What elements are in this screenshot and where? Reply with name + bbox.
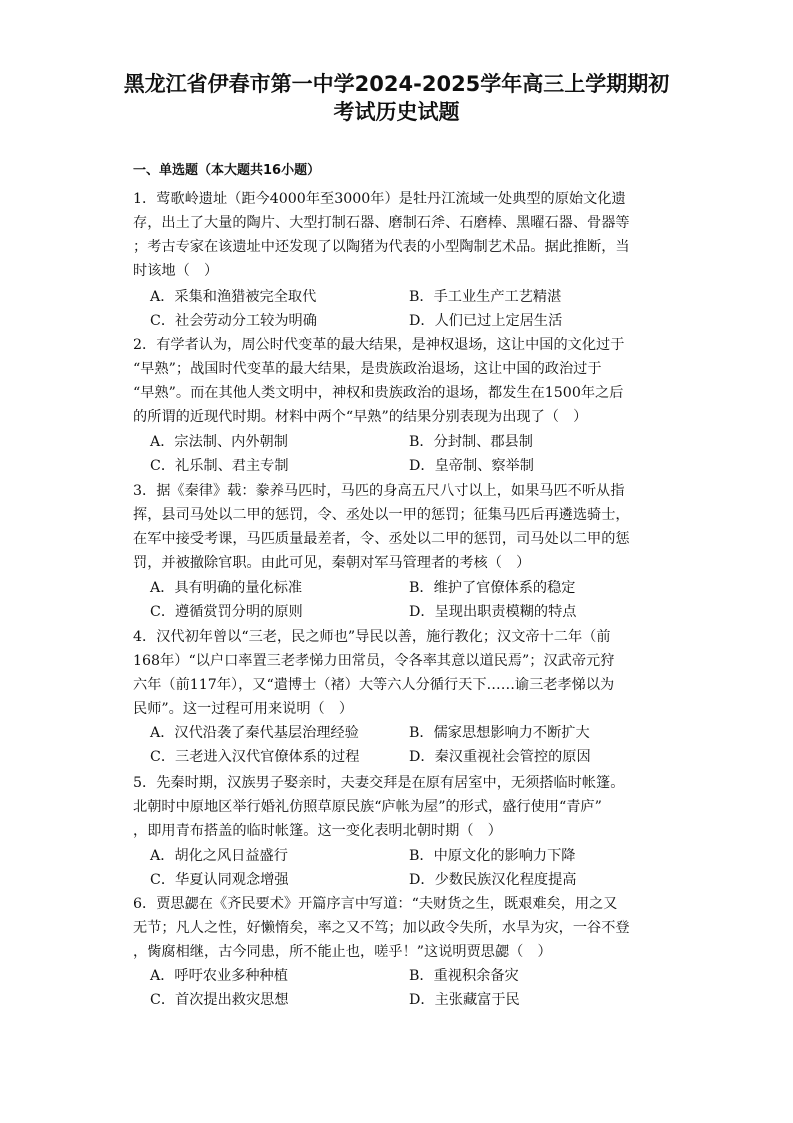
question-3-line-1: 3．据《秦律》载：豢养马匹时，马匹的身高五尺八寸以上，如果马匹不听从指 [133, 483, 625, 499]
exam-title-line-1: 黑龙江省伊春市第一中学2024-2025学年高三上学期期初 [123, 72, 670, 96]
question-1-option-c: C．社会劳动分工较为明确 [150, 313, 317, 329]
question-6-option-d: D．主张藏富于民 [409, 992, 520, 1008]
question-3-option-c: C．遵循赏罚分明的原则 [150, 604, 303, 620]
question-3-option-b: B．维护了官僚体系的稳定 [409, 580, 576, 596]
question-3-line-3: 在军中接受考课，马匹质量最差者，令、丞处以二甲的惩罚，司马处以二甲的惩 [133, 531, 630, 547]
question-3-option-a: A．具有明确的量化标准 [150, 580, 303, 596]
question-3-line-2: 挥，县司马处以二甲的惩罚，令、丞处以一甲的惩罚；征集马匹后再遴选骑士， [133, 507, 630, 523]
question-4-option-b: B．儒家思想影响力不断扩大 [409, 725, 590, 741]
question-5-option-c: C．华夏认同观念增强 [150, 872, 289, 888]
question-1-line-4: 时该地（ ） [133, 263, 219, 279]
question-1-line-3: ；考古专家在该遗址中还发现了以陶猪为代表的小型陶制艺术品。据此推断，当 [133, 239, 630, 255]
question-3-option-d: D．呈现出职责模糊的特点 [409, 604, 577, 620]
question-1-option-d: D．人们已过上定居生活 [409, 313, 563, 329]
question-4-option-c: C．三老进入汉代官僚体系的过程 [150, 749, 360, 765]
question-4-line-1: 4．汉代初年曾以“三老，民之师也”导民以善，施行教化；汉文帝十二年（前 [133, 629, 611, 645]
question-5-option-b: B．中原文化的影响力下降 [409, 848, 576, 864]
question-5-line-3: ，即用青布搭盖的临时帐篷。这一变化表明北朝时期（ ） [133, 823, 502, 839]
question-2-line-3: “早熟”。而在其他人类文明中，神权和贵族政治的退场，都发生在1500年之后 [133, 385, 624, 401]
question-1-line-2: 存，出土了大量的陶片、大型打制石器、磨制石斧、石磨棒、黑曜石器、骨器等 [133, 215, 630, 231]
question-2-option-b: B．分封制、郡县制 [409, 434, 533, 450]
question-3-line-4: 罚，并被撤除官职。由此可见，秦朝对军马管理者的考核（ ） [133, 555, 531, 571]
question-4-line-2: 168年）“以户口率置三老孝悌力田常员，令各率其意以道民焉”；汉武帝元狩 [133, 653, 615, 669]
question-2-line-2: “早熟”；战国时代变革的最大结果，是贵族政治退场，这让中国的政治过于 [133, 361, 602, 377]
question-6-line-3: ，胔腐相继，古今同患，所不能止也，嗟乎！”这说明贾思勰（ ） [133, 944, 552, 960]
question-2-option-a: A．宗法制、内外朝制 [150, 434, 288, 450]
question-2-option-c: C．礼乐制、君主专制 [150, 458, 289, 474]
exam-title [120, 70, 673, 126]
question-5-option-d: D．少数民族汉化程度提高 [409, 872, 577, 888]
section-heading: 一、单选题（本大题共16小题） [133, 163, 321, 178]
question-5-line-1: 5．先秦时期，汉族男子娶亲时，夫妻交拜是在原有居室中，无须搭临时帐篷。 [133, 775, 625, 791]
question-2-line-1: 2．有学者认为，周公时代变革的最大结果，是神权退场，这让中国的文化过于 [133, 337, 625, 353]
question-5-option-a: A．胡化之风日益盛行 [150, 848, 288, 864]
question-6-line-2: 无节；凡人之性，好懒惰矣，率之又不笃；加以政令失所，水旱为灾，一谷不登 [133, 920, 630, 936]
question-6-option-b: B．重视积余备灾 [409, 968, 519, 984]
question-5-line-2: 北朝时中原地区举行婚礼仿照草原民族“庐帐为屋”的形式，盛行使用“青庐” [133, 799, 602, 815]
question-2-line-4: 的所谓的近现代时期。材料中两个“早熟”的结果分别表现为出现了（ ） [133, 409, 588, 425]
question-4-option-d: D．秦汉重视社会管控的原因 [409, 749, 591, 765]
question-6-option-a: A．呼吁农业多种种植 [150, 968, 288, 984]
question-6-line-1: 6．贾思勰在《齐民要术》开篇序言中写道：“夫财货之生，既艰难矣，用之又 [133, 896, 618, 912]
exam-title-line-2: 考试历史试题 [333, 100, 460, 124]
question-1-option-b: B．手工业生产工艺精湛 [409, 289, 562, 305]
question-1-line-1: 1．莺歌岭遗址（距今4000年至3000年）是牡丹江流域一处典型的原始文化遗 [133, 191, 626, 207]
question-4-line-3: 六年（前117年），又“遣博士（褚）大等六人分循行天下……谕三老孝悌以为 [133, 677, 615, 693]
question-1-option-a: A．采集和渔猎被完全取代 [150, 289, 317, 305]
question-4-line-4: 民师”。这一过程可用来说明（ ） [133, 701, 354, 717]
question-6-option-c: C．首次提出救灾思想 [150, 992, 289, 1008]
question-4-option-a: A．汉代沿袭了秦代基层治理经验 [150, 725, 359, 741]
question-2-option-d: D．皇帝制、察举制 [409, 458, 534, 474]
